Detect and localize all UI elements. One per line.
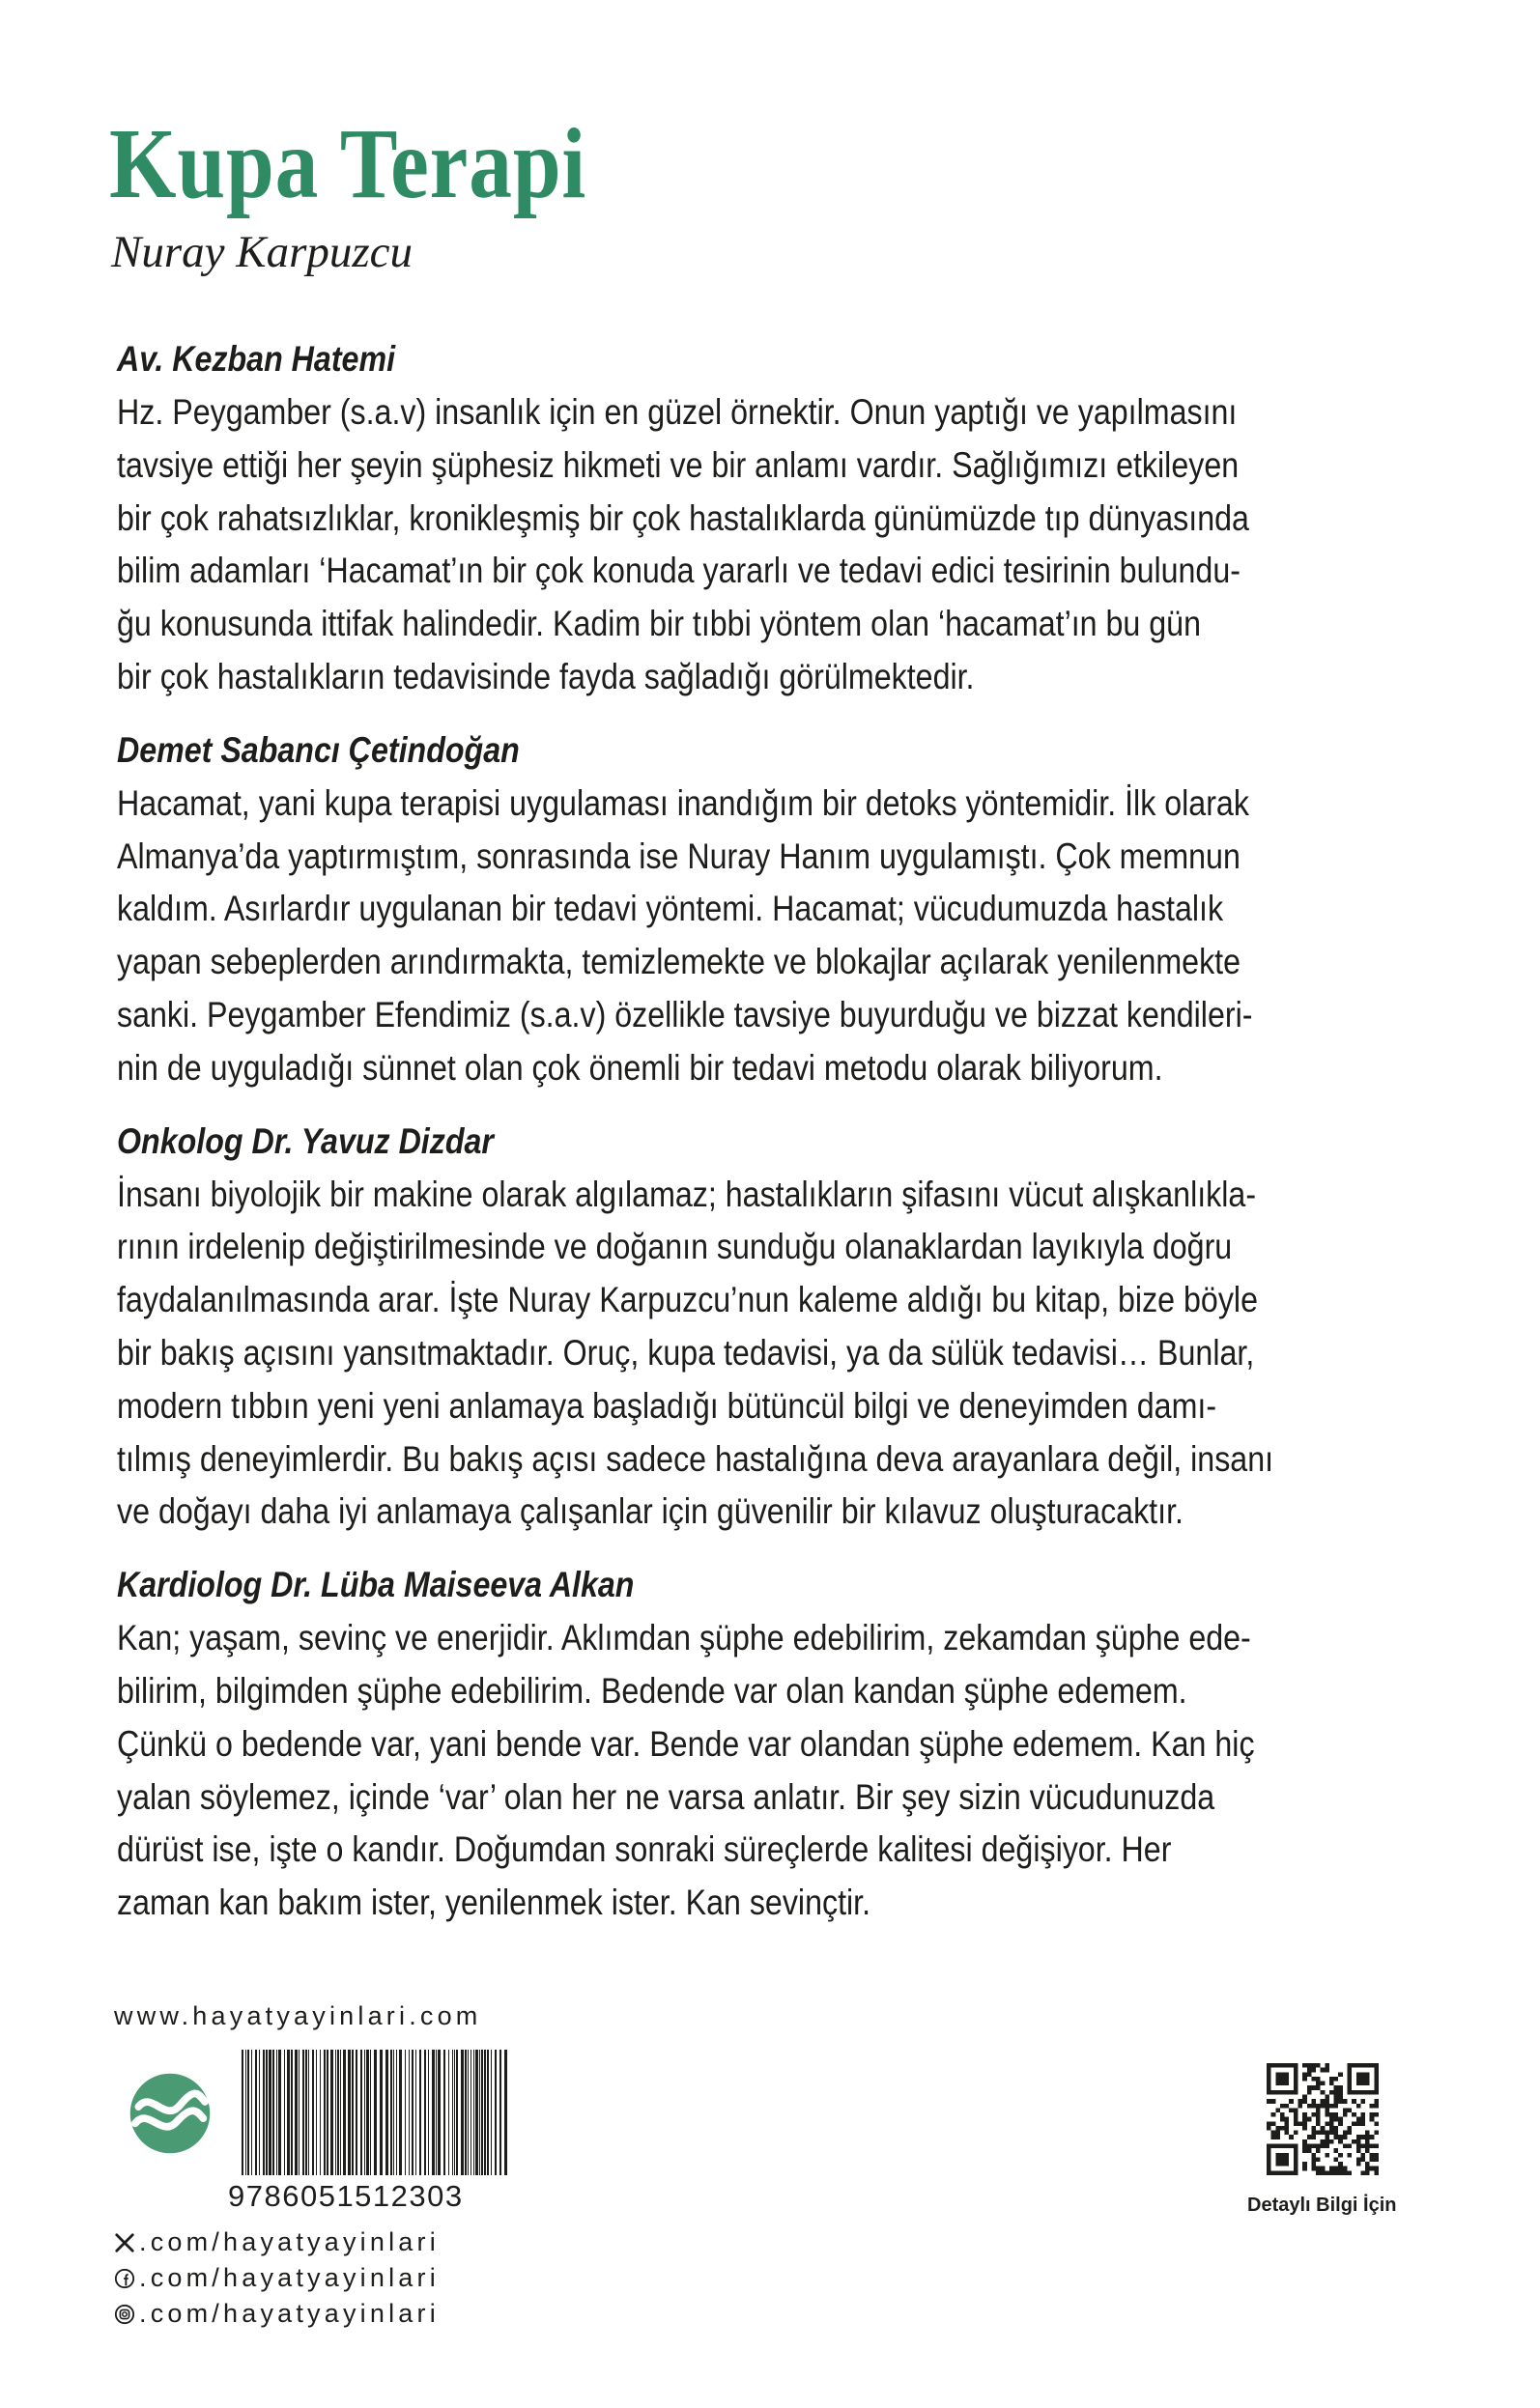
testimonial-name: Onkolog Dr. Yavuz Dizdar [117,1120,494,1161]
social-link-text: .com/hayatyayinlari [139,2263,440,2292]
testimonial-line: Almanya’da yaptırmıştım, sonrasında ise Nuray Hanım uygulamıştı. Çok memnun [117,836,1241,876]
testimonial-line: tılmış deneyimlerdir. Bu bakış açısı sadece hastalığına deva arayanlara değil, insanı [117,1438,1274,1479]
social-links [114,2224,440,2332]
social-link-text: .com/hayatyayinlari [139,2299,440,2328]
testimonial-line: yapan sebeplerden arındırmakta, temizlemekte ve blokajlar açılarak yenilenmekte [117,942,1241,982]
social-link-facebook[interactable] [114,2260,440,2296]
social-link-x[interactable] [114,2224,440,2260]
social-link-text: .com/hayatyayinlari [139,2227,440,2256]
social-link-instagram[interactable] [114,2296,440,2332]
testimonial-line: bilim adamları ‘Hacamat’ın bir çok konuda yararlı ve tedavi edici tesirinin bulundu- [117,551,1241,591]
testimonial-line: faydalanılmasında arar. İşte Nuray Karpuzcu’nun kaleme aldığı bu kitap, bize böyle [117,1280,1258,1320]
testimonials [117,332,1426,1949]
testimonial-line: Çünkü o bedende var, yani bende var. Bende var olandan şüphe edemem. Kan hiç [117,1723,1255,1764]
isbn-number: 9786051512303 [228,2179,464,2213]
testimonial-line: sanki. Peygamber Efendimiz (s.a.v) özellikle tavsiye buyurduğu ve bizzat kendileri- [117,994,1253,1034]
testimonial [117,1115,1426,1540]
publisher-logo-icon [128,2072,212,2155]
book-title: Kupa Terapi [109,108,587,219]
testimonial-line: bir bakış açısını yansıtmaktadır. Oruç, kupa tedavisi, ya da sülük tedavisi… Bunlar, [117,1332,1255,1373]
testimonial-line: İnsanı biyolojik bir makine olarak algılamaz; hastalıkların şifasını vücut alışkanlıkla- [117,1174,1257,1214]
testimonial-line: Hz. Peygamber (s.a.v) insanlık için en güzel örnektir. Onun yaptığı ve yapılmasını [117,392,1238,432]
testimonial-name: Kardiolog Dr. Lüba Maiseeva Alkan [117,1565,635,1605]
testimonial-name: Av. Kezban Hatemi [117,339,396,379]
publisher-website[interactable]: www.hayatyayinlari.com [114,2001,482,2030]
testimonial-line: bilirim, bilgimden şüphe edebilirim. Bedende var olan kandan şüphe edemem. [117,1670,1187,1711]
testimonial-line: kaldım. Asırlardır uygulanan bir tedavi yöntemi. Hacamat; vücudumuzda hastalık [117,889,1224,929]
testimonial [117,1558,1426,1930]
testimonial [117,332,1426,704]
testimonial-line: bir çok hastalıkların tedavisinde fayda sağladığı görülmektedir. [117,656,975,696]
qr-caption: Detaylı Bilgi İçin [1247,2195,1397,2216]
testimonial-line: tavsiye ettiği her şeyin şüphesiz hikmeti ve bir anlamı vardır. Sağlığımızı etkileyen [117,444,1240,485]
testimonial-line: Kan; yaşam, sevinç ve enerjidir. Aklımdan şüphe edebilirim, zekamdan şüphe ede- [117,1618,1251,1658]
x-icon [114,2232,135,2253]
testimonial-line: rının irdelenip değiştirilmesinde ve doğanın sunduğu olanaklardan layıkıyla doğru [117,1227,1233,1267]
book-author: Nuray Karpuzcu [111,227,414,277]
testimonial-line: zaman kan bakım ister, yenilenmek ister. Kan sevinçtir. [117,1883,871,1923]
testimonial-line: bir çok rahatsızlıklar, kronikleşmiş bir çok hastalıklarda günümüzde tıp dünyasında [117,497,1249,538]
testimonial-line: yalan söylemez, içinde ‘var’ olan her ne varsa anlatır. Bir şey sizin vücudunuzda [117,1776,1215,1817]
testimonial [117,723,1426,1095]
testimonial-line: dürüst ise, işte o kandır. Doğumdan sonraki süreçlerde kalitesi değişiyor. Her [117,1829,1172,1870]
instagram-icon [114,2304,135,2325]
facebook-icon [114,2268,135,2289]
testimonial-line: nin de uyguladığı sünnet olan çok önemli bir tedavi metodu olarak biliyorum. [117,1047,1163,1088]
qr-code-icon[interactable] [1267,2063,1379,2175]
testimonial-line: ğu konusunda ittifak halindedir. Kadim bir tıbbi yöntem olan ‘hacamat’ın bu gün [117,604,1201,644]
testimonial-line: ve doğayı daha iyi anlamaya çalışanlar için güvenilir bir kılavuz oluşturacaktır. [117,1491,1184,1532]
testimonial-name: Demet Sabancı Çetindoğan [117,729,520,770]
testimonial-line: modern tıbbın yeni yeni anlamaya başladığı bütüncül bilgi ve deneyimden damı- [117,1385,1217,1426]
testimonial-line: Hacamat, yani kupa terapisi uygulaması inandığım bir detoks yöntemidir. İlk olarak [117,782,1249,823]
isbn-barcode [240,2050,510,2175]
